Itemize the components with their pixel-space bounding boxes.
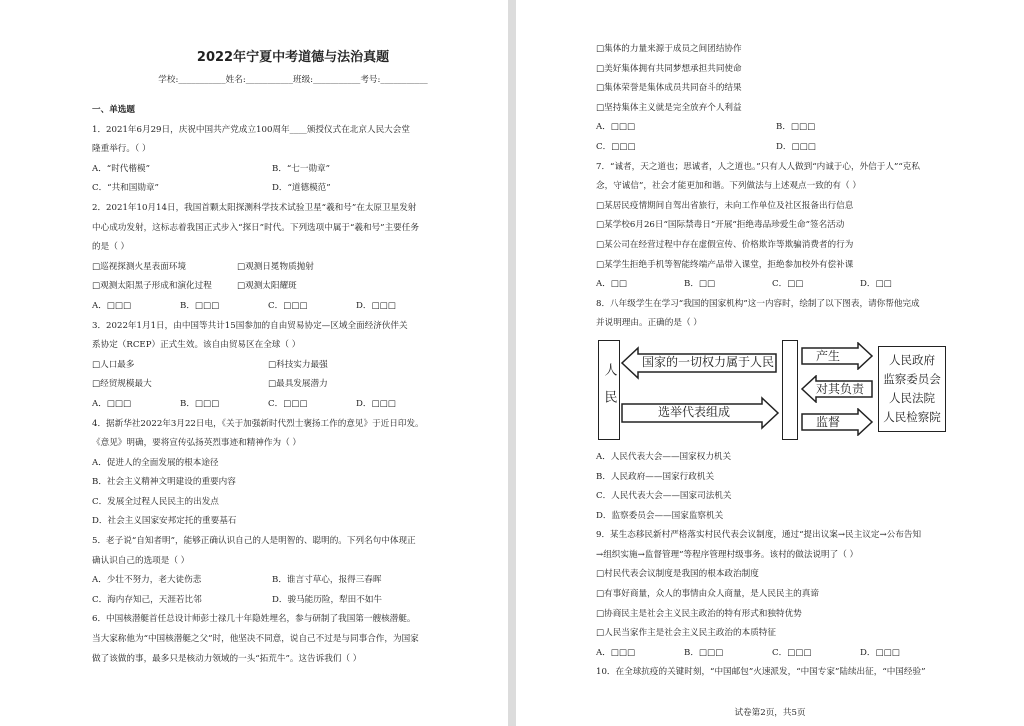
left-bottom-arrow-label: 选举代表组成 <box>658 404 731 419</box>
option: A．少壮不努力，老大徒伤悲 <box>92 575 202 586</box>
options <box>596 138 1010 158</box>
q9-options <box>596 644 1010 664</box>
q7-line: 7．“诚者，天之道也；思诚者，人之道也。”只有人人做到“内诚于心，外信于人”“克私 <box>596 161 920 172</box>
student-info-line: 学校:___________姓名:___________班级:___________考号:___________ <box>158 75 428 85</box>
item: □某学校6月26日“国际禁毒日”开展“拒绝毒品珍爱生命”签名活动 <box>596 220 845 231</box>
responsible-label: 对其负责 <box>816 381 865 396</box>
q2-line: 中心成功发射，这标志着我国正式步入“探日”时代。下列选项中属于“羲和号”主要任务 <box>92 222 419 233</box>
q5-line: 确认识自己的选项是（ ） <box>92 555 190 566</box>
organ-label: 人民检察院 <box>883 409 941 424</box>
option: D．社会主义国家安邦定托的重要基石 <box>92 516 237 527</box>
q2-line: 2．2021年10月14日，我国首颗太阳探测科学技术试验卫星“羲和号”在太原卫星发射 <box>92 202 417 213</box>
produce-label: 产生 <box>816 348 841 363</box>
option: D．监察委员会——国家监察机关 <box>596 510 724 521</box>
item: □协商民主是社会主义民主政治的特有形式和独特优势 <box>596 608 802 619</box>
option: D．□□□ <box>860 647 900 658</box>
q3-line: 系协定（RCEP）正式生效。该自由贸易区在全球（ ） <box>92 340 301 351</box>
q1-options <box>92 160 494 180</box>
state-organs-box <box>878 346 946 432</box>
section-heading: 一、单选题 <box>92 105 135 115</box>
item: □某居民疫情期间自驾出省旅行，未向工作单位及社区报备出行信息 <box>596 200 854 211</box>
option: D．□□□ <box>356 398 396 409</box>
item: □经贸规模最大 <box>92 379 152 390</box>
q3-items <box>92 356 494 376</box>
option: B．□□□ <box>684 647 724 658</box>
item: □人口最多 <box>92 359 135 370</box>
item: □人民当家作主是社会主义民主政治的本质特征 <box>596 628 776 639</box>
q2-options <box>92 297 494 317</box>
item: □最具发展潜力 <box>268 379 328 390</box>
q7-options <box>596 275 1010 295</box>
q3-options <box>92 395 494 415</box>
q3-line: 3．2022年1月1日，由中国等共计15国参加的自由贸易协定—区域全面经济伙伴关 <box>92 320 408 331</box>
q4-line: 4．据新华社2022年3月22日电，《关于加强新时代烈士褒扬工作的意见》于近日印发。 <box>92 418 424 429</box>
option: C．海内存知己，天涯若比邻 <box>92 594 202 605</box>
option: D．□□□ <box>356 300 396 311</box>
item: □集体的力量来源于成员之间团结协作 <box>596 44 742 54</box>
option: B．人民政府——国家行政机关 <box>596 471 715 482</box>
state-organs-diagram <box>596 338 946 442</box>
q6-line: 做了该做的事，最多只是核动力领域的一头“拓荒牛”。这告诉我们（ ） <box>92 653 362 664</box>
option: C．□□□ <box>268 398 308 409</box>
q2-items <box>92 277 494 297</box>
q10-line: 10．在全球抗疫的关键时刻，“中国邮包”火速派发，“中国专家”陆续出征，“中国经验” <box>596 667 926 678</box>
q8-line: 并说明理由。正确的是（ ） <box>596 318 702 329</box>
option: C．□□ <box>772 279 804 290</box>
organ-label: 人民法院 <box>889 390 935 405</box>
left-top-arrow-label: 国家的一切权力属于人民 <box>642 354 775 369</box>
item: □坚持集体主义就是完全放弃个人利益 <box>596 102 742 113</box>
q5-options <box>92 571 494 591</box>
q7-line: 念，守诚信”，社会才能更加和谐。下列做法与上述观点一致的有（ ） <box>596 181 861 192</box>
option: C．□□□ <box>772 647 812 658</box>
option: B．“七一勋章” <box>272 163 331 174</box>
option: C．人民代表大会——国家司法机关 <box>596 491 732 502</box>
option: A．□□□ <box>596 122 636 133</box>
organ-label: 监察委员会 <box>883 371 941 386</box>
option: B．社会主义精神文明建设的重要内容 <box>92 477 236 488</box>
item: □巡视探测火星表面环境 <box>92 261 187 272</box>
item: □观测太阳黑子形成和演化过程 <box>92 281 212 292</box>
option: C．□□□ <box>596 141 636 152</box>
people-box: 人民 <box>598 340 620 440</box>
page-1 <box>0 0 508 726</box>
item: □观测日冕物质抛射 <box>237 261 314 272</box>
item: □集体荣誉是集体成员共同奋斗的结果 <box>596 83 742 94</box>
option: B．□□□ <box>776 122 816 133</box>
option: C．“共和国勋章” <box>92 183 159 194</box>
option: D．□□□ <box>776 141 816 152</box>
item: □某学生拒绝手机等智能终端产品带入课堂，拒绝参加校外有偿补课 <box>596 259 854 270</box>
item: □有事好商量，众人的事情由众人商量，是人民民主的真谛 <box>596 589 819 600</box>
option: D．骏马能历险，犁田不如牛 <box>272 594 383 605</box>
option: C．发展全过程人民民主的出发点 <box>92 496 219 507</box>
option: A．□□□ <box>92 398 132 409</box>
q9-line: 9．某生态移民新村严格落实村民代表会议制度，通过“提出议案→民主议定→公布告知 <box>596 530 922 541</box>
option: A．“时代楷模” <box>92 163 150 174</box>
q2-line: 的是（ ） <box>92 242 130 253</box>
supervise-label: 监督 <box>816 414 841 429</box>
item: □村民代表会议制度是我国的根本政治制度 <box>596 569 759 580</box>
congress-box <box>782 340 798 440</box>
option: D．□□ <box>860 279 892 290</box>
q4-line: 《意见》明确，要将宣传弘扬英烈事迹和精神作为（ ） <box>92 438 301 449</box>
q6-line: 当大家称他为“中国核潜艇之父”时，他坚决不同意，说自己不过是与同事合作，为国家 <box>92 634 419 645</box>
option: A．□□□ <box>596 647 636 658</box>
q2-items <box>92 258 494 278</box>
page-footer: 试卷第2页，共5页 <box>734 708 806 718</box>
option: A．人民代表大会——国家权力机关 <box>596 451 732 462</box>
option: C．□□□ <box>268 300 308 311</box>
option: B．□□□ <box>180 300 220 311</box>
q8-line: 8．八年级学生在学习“我国的国家机构”这一内容时，绘制了以下图表，请你帮他完成 <box>596 298 920 309</box>
q5-options <box>92 591 494 611</box>
q1-options <box>92 179 494 199</box>
option: B．谁言寸草心，报得三春晖 <box>272 575 382 586</box>
item: □科技实力最强 <box>268 359 328 370</box>
option: D．“道德模范” <box>272 183 331 194</box>
q1-line: 隆重举行。（ ） <box>92 144 151 155</box>
option: A．促进人的全面发展的根本途径 <box>92 457 219 468</box>
q1-line: 1．2021年6月29日，庆祝中国共产党成立100周年____颁授仪式在北京人民大会堂 <box>92 124 410 135</box>
option: A．□□ <box>596 279 628 290</box>
q3-items <box>92 375 494 395</box>
item: □美好集体拥有共同梦想承担共同使命 <box>596 63 742 74</box>
options <box>596 118 1010 138</box>
q5-line: 5．老子说“自知者明”，能够正确认识自己的人是明智的、聪明的。下列名句中体现正 <box>92 536 416 547</box>
organ-label: 人民政府 <box>889 352 935 367</box>
item: □观测太阳耀斑 <box>237 281 297 292</box>
page-2 <box>516 0 1024 726</box>
option: B．□□□ <box>180 398 220 409</box>
option: B．□□ <box>684 279 716 290</box>
option: A．□□□ <box>92 300 132 311</box>
exam-title: 2022年宁夏中考道德与法治真题 <box>196 50 390 65</box>
q6-line: 6．中国核潜艇首任总设计师彭士禄几十年隐姓埋名，参与研制了我国第一艘核潜艇。 <box>92 614 416 625</box>
item: □某公司在经营过程中存在虚假宣传、价格欺诈等欺骗消费者的行为 <box>596 239 854 250</box>
q9-line: →组织实施→监督管理”等程序管理村级事务。该村的做法说明了（ ） <box>596 549 859 560</box>
